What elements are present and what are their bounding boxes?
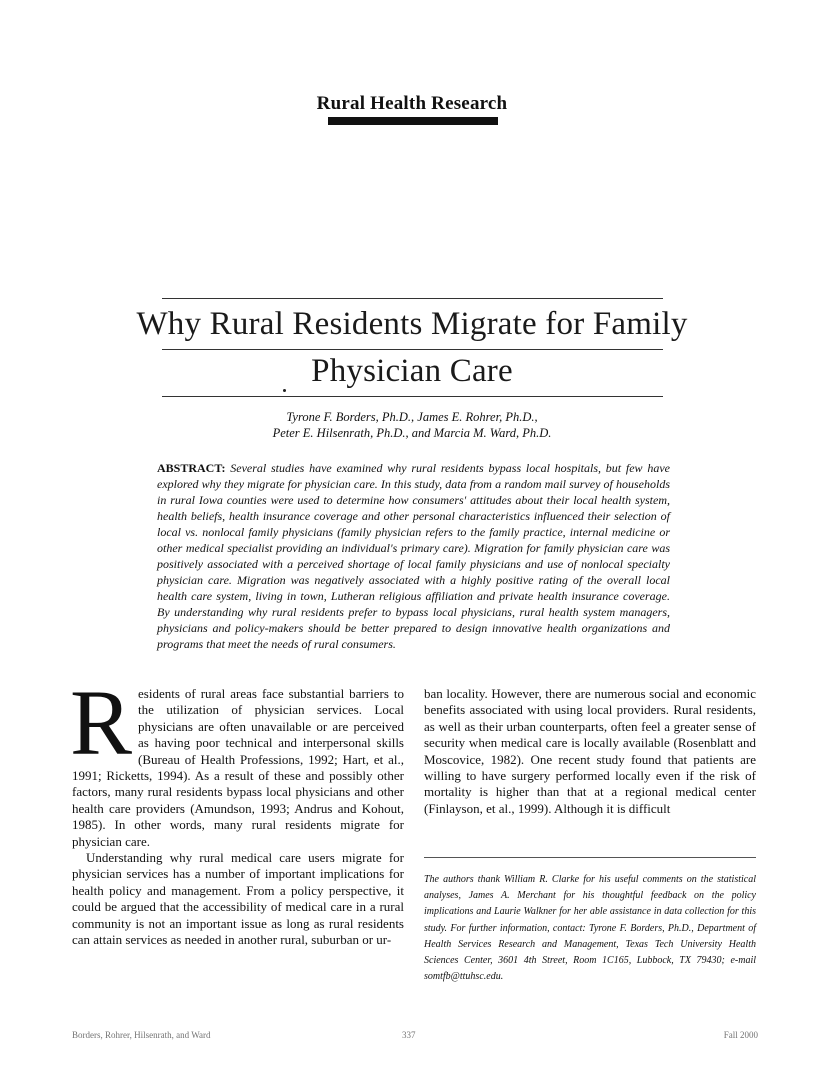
journal-header: [0, 93, 824, 115]
body-paragraph-2: Understanding why rural medical care users migrate for physician services has a number of important implications for health policy and management. From a policy perspective, it could be argued that the accessibility of medical care in a rural community is not an important issue as long as rural residents can attain services as needed in another rural, suburban or ur-: [72, 850, 404, 948]
authors-line2: Peter E. Hilsenrath, Ph.D., and Marcia M. Ward, Ph.D.: [272, 426, 552, 440]
footer-authors: Borders, Rohrer, Hilsenrath, and Ward: [72, 1030, 211, 1040]
footer-issue: Fall 2000: [723, 1030, 758, 1040]
body-paragraph-1-text: esidents of rural areas face substantial barriers to the utilization of physician services. Local physicians are often unavailable or are perceived as having poor technical and interpersonal skills (Bureau of Health Professions, 1992; Hart, et al., 1991; Ricketts, 1994). As a result of these and possibly other factors, many rural residents bypass local physicians and other health care providers (Amundson, 1993; Andrus and Kohout, 1985). In other words, many rural residents migrate for physician care.: [72, 686, 404, 849]
body-column-left: [70, 672, 404, 949]
footnote-rule: [424, 857, 756, 858]
title-rule-bottom: [162, 396, 663, 397]
authors-line1: Tyrone F. Borders, Ph.D., James E. Rohrer, Ph.D.,: [286, 410, 538, 424]
title-rule-top: [162, 298, 663, 299]
page-number: 337: [402, 1030, 416, 1040]
body-paragraph-3: ban locality. However, there are numerous social and economic benefits associated with using local providers. Rural residents, as well as their urban counterparts, often feel a greater sense of security when medical care is locally available (Rosenblatt and Moscovice, 1982). One recent study found that patients are willing to have surgery performed locally even if the risk of mortality is higher than that at a regional medical center (Finlayson, et al., 1999). Although it is difficult: [424, 686, 756, 816]
article-title-line2: Physician Care: [311, 353, 513, 389]
body-column-right: [424, 686, 756, 817]
abstract-text: Several studies have examined why rural residents bypass local hospitals, but few have explored why they migrate for physician care. In this study, data from a random mail survey of households in rural Iowa counties were used to determine how consumers' attitudes about their local health system, health beliefs, health insurance coverage and other personal characteristics influenced their selection of local vs. nonlocal family physicians (family physician refers to the family practice, internal medicine or other medical specialist providing an individual's primary care). Migration for family physician care was positively associated with a perceived shortage of local family physicians and use of nonlocal specialty physician care. Migration was negatively associated with a highly positive rating of the overall local health care system, living in town, Lutheran religious affiliation and private health insurance coverage. By understanding why rural residents prefer to bypass local physicians, rural health system managers, physicians and policy-makers should be better prepared to design innovative health organizations and programs that meet the needs of rural consumers.: [157, 461, 670, 651]
header-bar: [328, 117, 498, 125]
body-paragraph-1: [70, 672, 404, 850]
journal-section-title: Rural Health Research: [316, 93, 508, 114]
footnote: The authors thank William R. Clarke for his useful comments on the statistical analyses, James A. Merchant for his thoughtful feedback on the policy implications and Laurie Walkner for her able assistance in data collection for this study. For further information, contact: Tyrone F. Borders, Ph.D., Department of Health Services Research and Management, Texas Tech University Health Sciences Center, 3601 4th Street, Room 1C165, Lubbock, TX 79430; e-mail somtfb@ttuhsc.edu.: [424, 874, 756, 983]
abstract-label: ABSTRACT:: [157, 461, 226, 475]
title-rule-middle: [162, 349, 663, 350]
print-speck: [283, 389, 286, 392]
article-title-line1: Why Rural Residents Migrate for Family: [136, 306, 688, 342]
drop-cap: R: [70, 672, 133, 775]
abstract: [157, 460, 670, 652]
authors: [0, 409, 824, 441]
